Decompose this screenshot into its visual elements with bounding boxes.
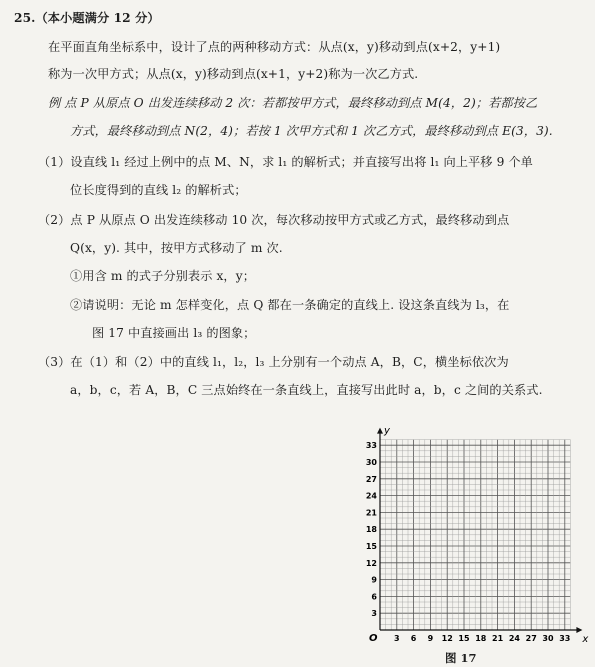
x-tick-label: 24 [508, 634, 520, 643]
question-3-line-1: （3）在（1）和（2）中的直线 l₁，l₂，l₃ 上分别有一个动点 A，B，C，横坐标依次为 [38, 355, 509, 369]
x-tick-label: 21 [492, 634, 504, 643]
y-tick-label: 12 [365, 558, 377, 568]
x-tick-label: 6 [410, 634, 417, 643]
y-tick-label: 6 [371, 592, 377, 602]
y-tick-label: 15 [365, 542, 377, 551]
x-tick-label: 12 [441, 634, 453, 643]
question-1-line-1: （1）设直线 l₁ 经过上例中的点 M、N，求 l₁ 的解析式；并直接写出将 l₁ 向上平移 9 个单 [38, 155, 533, 169]
intro-line-1: 在平面直角坐标系中，设计了点的两种移动方式：从点(x，y)移动到点(x+2，y+1) [48, 40, 501, 54]
figure-caption: 图 17 [445, 651, 477, 665]
x-tick-label: 18 [475, 634, 487, 643]
coordinate-grid-figure [352, 420, 589, 652]
x-axis-arrow [576, 627, 582, 633]
question-2-line-2: Q(x，y). 其中，按甲方式移动了 m 次. [70, 241, 283, 255]
question-2-sub-2-line-1: ②请说明：无论 m 怎样变化，点 Q 都在一条确定的直线上. 设这条直线为 l₃，在 [70, 298, 510, 312]
example-line-2: 方式，最终移动到点 N(2，4)；若按 1 次甲方式和 1 次乙方式，最终移动到点 E(3，3). [70, 124, 553, 138]
example-line-1: 例 点 P 从原点 O 出发连续移动 2 次：若都按甲方式，最终移动到点 M(4，2)；若都按乙 [48, 96, 538, 110]
y-tick-label: 33 [365, 441, 377, 451]
x-tick-label: 33 [559, 634, 571, 643]
intro-line-2: 称为一次甲方式；从点(x，y)移动到点(x+1，y+2)称为一次乙方式. [48, 67, 419, 81]
y-tick-label: 3 [371, 609, 377, 619]
grid-lines [380, 440, 570, 630]
question-2-sub-1: ①用含 m 的式子分别表示 x，y； [70, 269, 255, 283]
x-tick-label: 30 [542, 634, 554, 643]
y-tick-label: 27 [365, 474, 377, 484]
y-axis-label: y [384, 425, 390, 437]
question-2-sub-2-line-2: 图 17 中直接画出 l₃ 的图象； [92, 326, 256, 340]
y-tick-label: 21 [365, 508, 377, 518]
x-tick-label: 27 [525, 634, 537, 643]
y-axis-arrow [377, 428, 383, 434]
x-tick-label: 15 [458, 634, 470, 643]
question-2-line-1: （2）点 P 从原点 O 出发连续移动 10 次，每次移动按甲方式或乙方式，最终移动到点 [38, 213, 510, 227]
origin-label: O [369, 633, 378, 644]
y-tick-label: 24 [365, 491, 377, 501]
problem-number: 25.（本小题满分 12 分） [14, 11, 160, 25]
x-tick-label: 9 [427, 634, 434, 643]
question-3-line-2: a，b，c，若 A，B，C 三点始终在一条直线上，直接写出此时 a，b，c 之间的关系式. [70, 383, 543, 397]
question-1-line-2: 位长度得到的直线 l₂ 的解析式； [70, 183, 247, 197]
x-axis-label: x [582, 634, 589, 645]
y-tick-label: 18 [365, 525, 377, 535]
x-tick-label: 3 [394, 634, 400, 643]
y-tick-label: 9 [371, 575, 377, 585]
y-tick-label: 30 [365, 458, 377, 467]
